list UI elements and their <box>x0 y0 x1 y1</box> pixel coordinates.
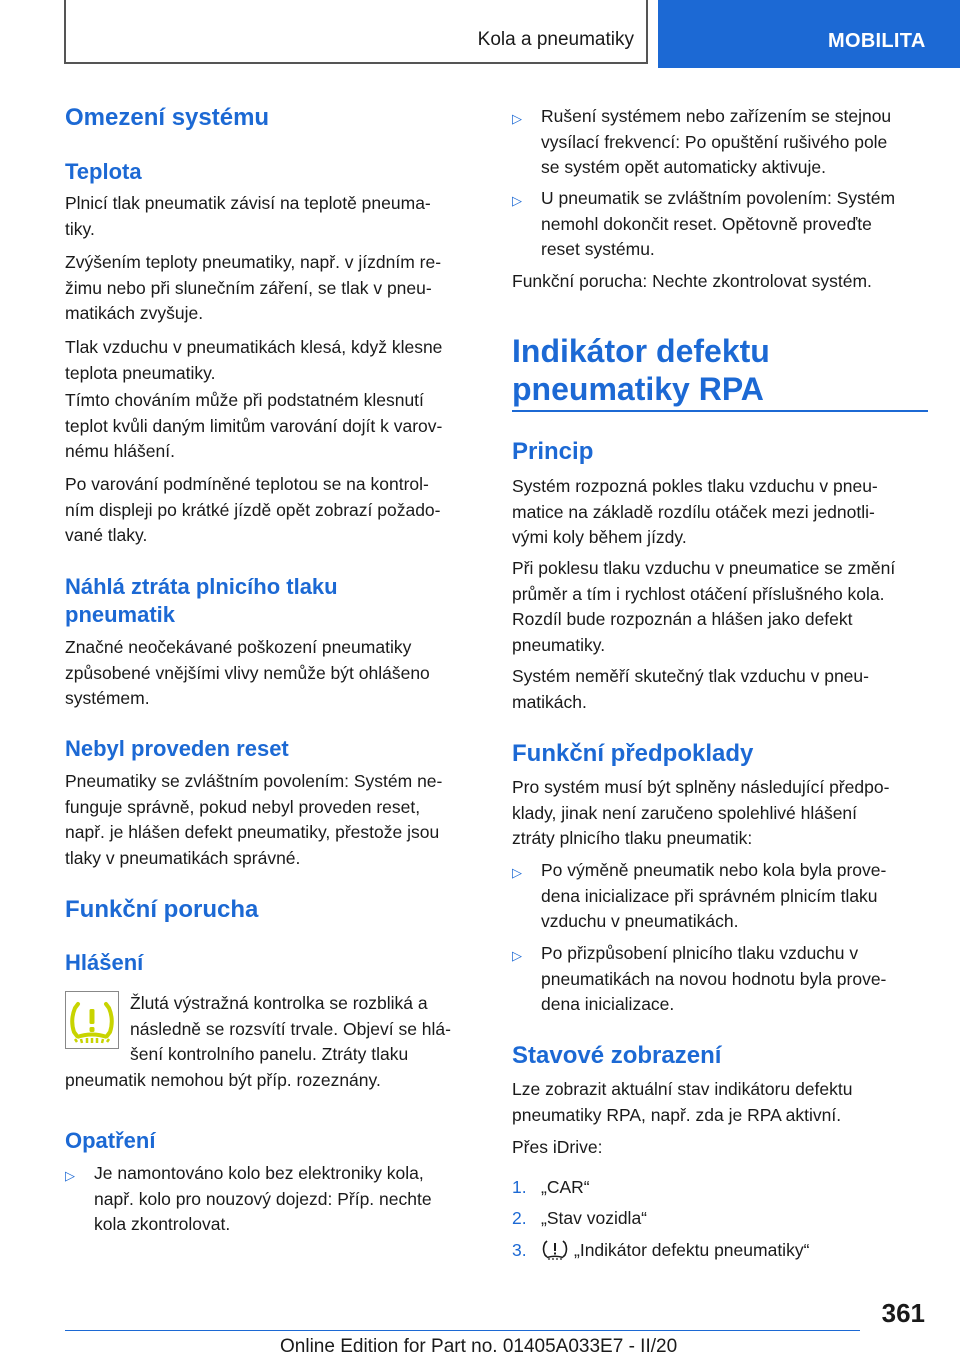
footer-edition: Online Edition for Part no. 01405A033E7 - II/20 <box>280 1336 678 1357</box>
header-tab-mobilita <box>658 0 960 68</box>
footer-rule <box>65 1330 860 1331</box>
paragraph: Systém rozpozná pokles tlaku vzduchu v pneu- matice na základě rozdílu otáček mezi jednotli- vými koly během jízdy. <box>512 476 878 547</box>
paragraph: Značné neočekávané poškození pneumatiky způsobené vnějšími vlivy nemůže být ohlášeno systémem. <box>65 637 430 708</box>
page-number: 361 <box>881 1298 925 1328</box>
bullet-marker-icon: ▷ <box>512 948 522 963</box>
paragraph: Přes iDrive: <box>512 1137 603 1157</box>
heading-stavove-zobrazeni: Stavové zobrazení <box>512 1042 722 1069</box>
header-tab-label: MOBILITA <box>828 30 926 52</box>
step-text: „Indikátor defektu pneumatiky“ <box>574 1240 810 1260</box>
paragraph: Systém neměří skutečný tlak vzduchu v pneu- matikách. <box>512 666 869 712</box>
heading-indikator-defektu: Indikátor defektu pneumatiky RPA <box>512 333 770 407</box>
paragraph: Plnicí tlak pneumatik závisí na teplotě pneuma- tiky. <box>65 193 431 239</box>
bullet-text: U pneumatik se zvláštním povolením: Systém nemohl dokončit reset. Opětovně proveďte reset systému. <box>541 188 896 259</box>
paragraph: Pneumatiky se zvláštním povolením: Systém ne- funguje správně, pokud nebyl proveden reset, např. je hlášen defekt pneumatiky, přestože jsou tlaky v pneumatikách správné. <box>65 771 443 868</box>
step-number: 1. <box>512 1177 527 1197</box>
bullet-marker-icon: ▷ <box>512 111 522 126</box>
bullet-text: Po přizpůsobení plnicího tlaku vzduchu v pneumatikách na novou hodnotu byla prove- dena inicializace. <box>541 943 887 1014</box>
paragraph: Funkční porucha: Nechte zkontrolovat systém. <box>512 271 872 291</box>
heading-nahla-ztrata: Náhlá ztráta plnicího tlaku pneumatik <box>65 574 338 627</box>
bullet-text: Je namontováno kolo bez elektroniky kola, např. kolo pro nouzový dojezd: Příp. nechte kola zkontrolovat. <box>94 1163 432 1234</box>
heading-opatreni: Opatření <box>65 1128 156 1153</box>
paragraph: Zvýšením teploty pneumatiky, např. v jízdním re- žimu nebo při slunečním záření, se tlak v pneu- matikách zvyšuje. <box>65 252 442 323</box>
heading-nebyl-reset: Nebyl proveden reset <box>65 736 289 761</box>
step-number: 3. <box>512 1240 527 1260</box>
heading-rule <box>512 410 928 412</box>
paragraph: Tímto chováním může při podstatném klesnutí teplot kvůli daným limitům varování dojít k varov- nému hlášení. <box>65 390 443 461</box>
heading-princip: Princip <box>512 438 594 465</box>
bullet-text: Rušení systémem nebo zařízením se stejnou vysílací frekvencí: Po opuštění rušivého pole se systém opět automaticky aktivuje. <box>541 106 892 177</box>
bullet-marker-icon: ▷ <box>512 193 522 208</box>
header-section-title: Kola a pneumatiky <box>477 29 634 50</box>
bullet-text: Po výměně pneumatik nebo kola byla prove- dena inicializace při správném plnicím tlaku vzduchu v pneumatikách. <box>541 860 887 931</box>
step-text: „CAR“ <box>541 1177 590 1197</box>
heading-hlaseni: Hlášení <box>65 950 144 975</box>
heading-funkcni-porucha: Funkční porucha <box>65 896 259 923</box>
paragraph: Lze zobrazit aktuální stav indikátoru defektu pneumatiky RPA, např. zda je RPA aktivní. <box>512 1079 853 1125</box>
step-number: 2. <box>512 1208 527 1228</box>
step-text: „Stav vozidla“ <box>541 1208 648 1228</box>
header-frame <box>64 0 648 64</box>
paragraph: Tlak vzduchu v pneumatikách klesá, když klesne teplota pneumatiky. <box>65 337 443 383</box>
tire-pressure-warning-icon <box>541 1238 569 1269</box>
tire-pressure-warning-icon <box>65 991 119 1049</box>
heading-funkcni-predpoklady: Funkční předpoklady <box>512 740 754 767</box>
bullet-marker-icon: ▷ <box>65 1168 75 1183</box>
bullet-marker-icon: ▷ <box>512 865 522 880</box>
heading-teplota: Teplota <box>65 159 142 184</box>
paragraph: Po varování podmíněné teplotou se na kontrol- ním displeji po krátké jízdě opět zobrazí požado- vané tlaky. <box>65 474 441 545</box>
warning-description-cont: pneumatik nemohou být příp. rozeznány. <box>65 1070 381 1090</box>
heading-omezeni: Omezení systému <box>65 104 270 131</box>
paragraph: Pro systém musí být splněny následující předpo- klady, jinak není zaručeno spolehlivé hlášení ztráty plnicího tlaku pneumatik: <box>512 777 890 848</box>
warning-description: Žlutá výstražná kontrolka se rozbliká a následně se rozsvítí trvale. Objeví se hlá- šení kontrolního panelu. Ztráty tlaku <box>130 993 451 1064</box>
paragraph: Při poklesu tlaku vzduchu v pneumatice se změní průměr a tím i rychlost otáčení příslušného kola. Rozdíl bude rozpoznán a hlášen jako defekt pneumatiky. <box>512 558 896 655</box>
